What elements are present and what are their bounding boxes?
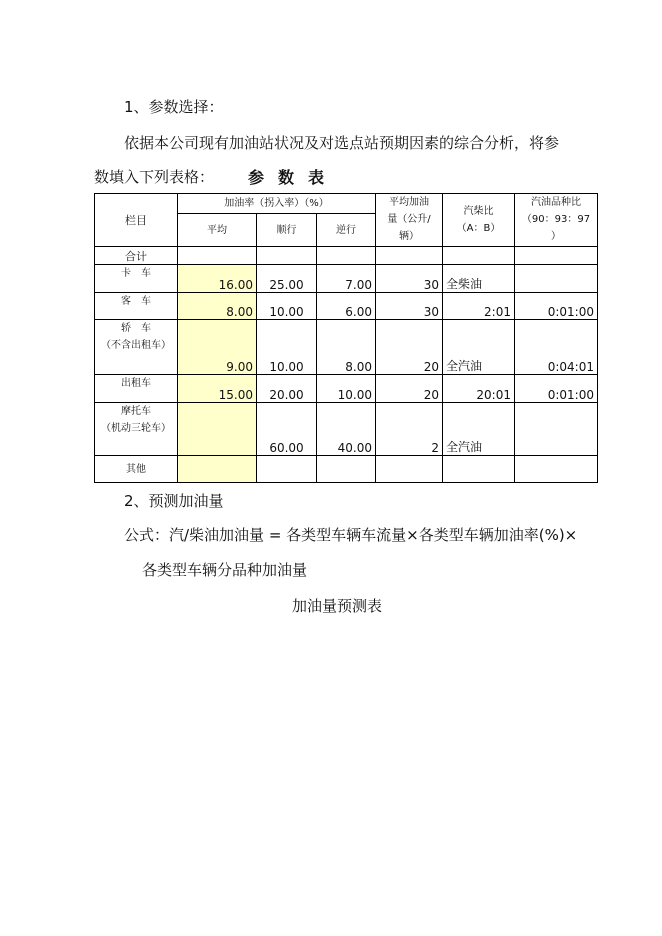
- cell-ratio: 全汽油: [443, 403, 515, 456]
- other-label: 其他: [95, 456, 178, 483]
- cell-ratio: 2:01: [443, 293, 515, 320]
- row-name: 轿 车 （不含出租车）: [95, 320, 178, 375]
- cell-avg: 9.00: [178, 320, 257, 375]
- cell-fuel: 30: [376, 265, 443, 293]
- table-row: [95, 293, 598, 320]
- cell-grade: [515, 403, 598, 456]
- prediction-table-title: 加油量预测表: [292, 597, 383, 615]
- cell-forward: 10.00: [257, 293, 317, 320]
- row-name: 客 车: [95, 293, 178, 320]
- cell-avg: [178, 403, 257, 456]
- cell-grade: 0:04:01: [515, 320, 598, 375]
- header-row-1: [95, 194, 598, 214]
- table-title: 参数表: [248, 168, 339, 187]
- cell-ratio: 20:01: [443, 375, 515, 403]
- section1-heading: 1、参数选择：: [124, 98, 224, 116]
- total-label: 合计: [95, 247, 178, 265]
- header-grade: 汽油品种比 （90：93：97 ）: [515, 194, 598, 247]
- cell-reverse: 6.00: [317, 293, 376, 320]
- table-row: [95, 320, 598, 375]
- parameter-table: [94, 193, 598, 483]
- table-row: [95, 375, 598, 403]
- header-avg-fuel: 平均加油 量（公升/ 辆）: [376, 194, 443, 247]
- header-rate-group: 加油率（拐入率）（%）: [178, 194, 376, 214]
- row-name: 出租车: [95, 375, 178, 403]
- cell-forward: 10.00: [257, 320, 317, 375]
- cell-reverse: 10.00: [317, 375, 376, 403]
- cell-grade: [515, 265, 598, 293]
- table-row: [95, 265, 598, 293]
- cell-fuel: 20: [376, 320, 443, 375]
- cell-fuel: 2: [376, 403, 443, 456]
- header-col-name: 栏目: [95, 194, 178, 247]
- intro-text-line2: 数填入下列表格：: [94, 168, 215, 186]
- header-forward: 顺行: [257, 214, 317, 247]
- intro-text-line1: 依据本公司现有加油站状况及对选点站预期因素的综合分析，将参: [124, 134, 560, 152]
- table-row: [95, 403, 598, 456]
- row-name: 摩托车 （机动三轮车）: [95, 403, 178, 456]
- header-avg: 平均: [178, 214, 257, 247]
- cell-grade: 0:01:00: [515, 293, 598, 320]
- header-reverse: 逆行: [317, 214, 376, 247]
- cell-reverse: 7.00: [317, 265, 376, 293]
- cell-ratio: 全柴油: [443, 265, 515, 293]
- cell-avg: 8.00: [178, 293, 257, 320]
- other-row: [95, 456, 598, 483]
- header-ratio: 汽柴比 （A：B）: [443, 194, 515, 247]
- cell-forward: 20.00: [257, 375, 317, 403]
- row-name: 卡 车: [95, 265, 178, 293]
- cell-forward: 60.00: [257, 403, 317, 456]
- formula-line1: 公式：汽/柴油加油量 = 各类型车辆车流量×各类型车辆加油率(%)×: [124, 526, 578, 544]
- cell-fuel: 20: [376, 375, 443, 403]
- formula-line2: 各类型车辆分品种加油量: [142, 561, 308, 579]
- total-row: [95, 247, 598, 265]
- cell-grade: 0:01:00: [515, 375, 598, 403]
- cell-reverse: 40.00: [317, 403, 376, 456]
- cell-avg: 16.00: [178, 265, 257, 293]
- cell-forward: 25.00: [257, 265, 317, 293]
- cell-avg: 15.00: [178, 375, 257, 403]
- section2-heading: 2、预测加油量: [124, 492, 224, 510]
- cell-fuel: 30: [376, 293, 443, 320]
- cell-reverse: 8.00: [317, 320, 376, 375]
- cell-ratio: 全汽油: [443, 320, 515, 375]
